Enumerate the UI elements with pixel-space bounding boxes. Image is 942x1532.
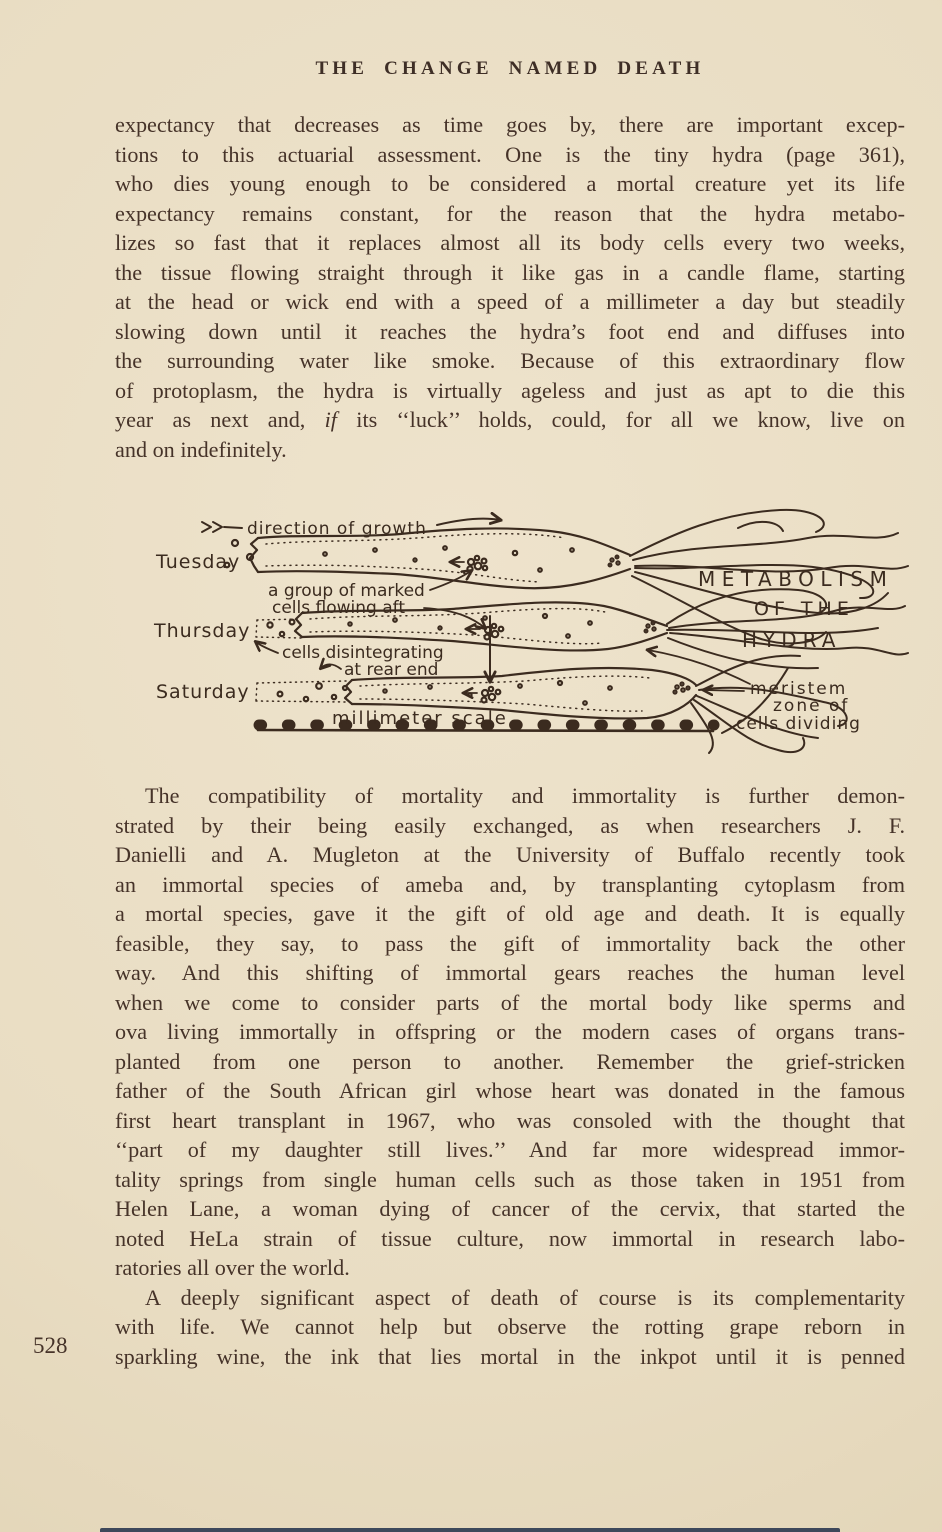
rear-end-arrow	[321, 664, 341, 669]
day-label-thursday: Thursday	[154, 620, 251, 642]
text-line: way. And this shifting of immortal gears reaches the human level	[115, 960, 905, 985]
paragraph-2	[115, 781, 905, 1283]
hydra-metabolism-figure	[140, 498, 930, 766]
text-line: of protoplasm, the hydra is virtually ageless and just as apt to die this	[115, 377, 905, 403]
text-line: an immortal species of ameba and, by transplanting cytoplasm from	[115, 871, 905, 897]
day-label-tuesday: Tuesday	[156, 551, 241, 573]
page-bottom-edge	[100, 1528, 840, 1532]
text-line: and on indefinitely.	[115, 436, 287, 462]
text-line: at the head or wick end with a speed of a millimeter a day but steadily	[115, 289, 905, 314]
paragraph-1	[115, 110, 905, 464]
text-line: slowing down until it reaches the hydra’s foot end and diffuses into	[115, 318, 905, 344]
paragraph-3	[115, 1283, 905, 1372]
meristem-label-2: zone of	[773, 696, 850, 716]
text-line: year as next and, if its ‘‘luck’’ holds, could, for all we know, live on	[115, 407, 905, 432]
text-line: ova living immortally in offspring or the modern cases of organs trans-	[115, 1019, 905, 1044]
figure-title-line2: OF THE	[754, 598, 854, 620]
text-line: lizes so fast that it replaces almost all its body cells every two weeks,	[115, 230, 905, 255]
sketch-labels	[153, 519, 893, 734]
text-line: when we come to consider parts of the mortal body like sperms and	[115, 989, 905, 1015]
text-line: sparkling wine, the ink that lies mortal in the inkpot until it is penned	[115, 1343, 905, 1369]
meristem-dots-thursday	[645, 622, 656, 633]
text-line: who dies young enough to be considered a mortal creature yet its life	[115, 171, 905, 196]
text-line: first heart transplant in 1967, who was consoled with the thought that	[115, 1107, 905, 1133]
disintegrating-label-2: at rear end	[344, 660, 439, 680]
figure-title-line1: METABOLISM	[698, 567, 894, 591]
text-line: feasible, they say, to pass the gift of immortality back the other	[115, 930, 905, 956]
text-line: expectancy remains constant, for the reason that the hydra metabo-	[115, 200, 905, 226]
meristem-arrow	[704, 690, 744, 691]
text-line: tality springs from single human cells such as those taken in 1951 from	[115, 1166, 905, 1192]
meristem-dots-saturday	[674, 683, 690, 694]
disintegrating-label-1: cells disintegrating	[282, 643, 444, 663]
flowing-aft-arrow	[424, 608, 485, 628]
lower-text-block	[115, 781, 905, 1371]
text-line: planted from one person to another. Remember the grief-stricken	[115, 1048, 905, 1074]
marked-cells-label-1: a group of marked	[268, 581, 425, 601]
text-line: the surrounding water like smoke. Because of this extraordinary flow	[115, 348, 905, 373]
direction-label: direction of growth	[247, 519, 427, 539]
text-line: ratories all over the world.	[115, 1255, 350, 1280]
day-label-saturday: Saturday	[156, 681, 250, 703]
text-line: with life. We cannot help but observe the rotting grape reborn in	[115, 1314, 905, 1339]
hydra-sketch	[140, 498, 930, 766]
text-line: Danielli and A. Mugleton at the University of Buffalo recently took	[115, 842, 905, 867]
marked-cells-cluster-tuesday	[451, 556, 487, 572]
page-number: 528	[33, 1333, 68, 1358]
text-line: the tissue flowing straight through it like gas in a candle flame, starting	[115, 259, 905, 285]
disintegrating-arrow	[256, 642, 278, 653]
running-head: THE CHANGE NAMED DEATH	[315, 58, 705, 79]
meristem-dots-tuesday	[609, 556, 620, 567]
text-line: noted HeLa strain of tissue culture, now immortal in research labo-	[115, 1225, 905, 1251]
marked-cells-cluster-thursday	[467, 624, 503, 640]
text-line: a mortal species, gave it the gift of old age and death. It is equally	[115, 901, 905, 926]
marked-cells-label-2: cells flowing aft	[272, 598, 405, 618]
text-line: strated by their being easily exchanged, as when researchers J. F.	[115, 812, 905, 838]
text-line: A deeply significant aspect of death of course is its complementarity	[145, 1284, 905, 1310]
meristem-label-3: cells dividing	[736, 714, 861, 734]
text-line: Helen Lane, a woman dying of cancer of the cervix, that started the	[115, 1196, 905, 1221]
text-line: tions to this actuarial assessment. One is the tiny hydra (page 361),	[115, 141, 905, 167]
millimeter-scale-label: millimeter scale	[332, 708, 508, 729]
text-line: expectancy that decreases as time goes by, there are important excep-	[115, 112, 905, 137]
figure-title-line3: HYDRA	[742, 628, 842, 652]
text-line: father of the South African girl whose heart was donated in the famous	[115, 1078, 905, 1103]
text-line: The compatibility of mortality and immortality is further demon-	[145, 783, 905, 808]
text-line: ‘‘part of my daughter still lives.’’ And far more widespread immor-	[115, 1137, 905, 1162]
meristem-label-1: meristem	[750, 679, 848, 699]
